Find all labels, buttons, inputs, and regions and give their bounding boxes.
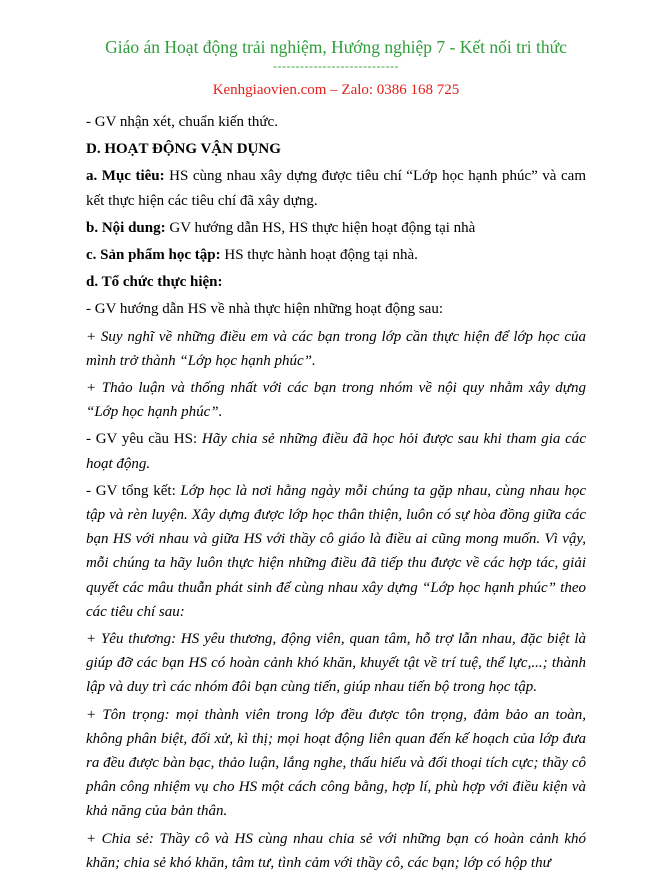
- yeu-cau-text: Hãy chia sẻ những điều đã học hỏi được sau khi tham gia các hoạt động.: [86, 431, 586, 472]
- paragraph-tong-ket: [86, 479, 586, 624]
- paragraph-chia-se: + Chia sẻ: Thầy cô và HS cùng nhau chia sẻ với những bạn có hoàn cảnh khó khăn; chia sẻ khó khăn, tâm tư, tình cảm với thầy cô, các bạn; lớp có hộp thư: [86, 830, 586, 871]
- page-header: [86, 0, 586, 100]
- paragraph-noi-dung: [86, 216, 586, 240]
- paragraph-suy-nghi: + Suy nghĩ về những điều em và các bạn trong lớp cần thực hiện để lớp học của mình trở thành “Lớp học hạnh phúc”.: [86, 328, 586, 369]
- tong-ket-text: Lớp học là nơi hằng ngày mỗi chúng ta gặp nhau, cùng nhau học tập và rèn luyện. Xây dựng được lớp học thân thiện, luôn có sự hòa đồng giữa các bạn HS với nhau và giữa HS với thầy cô giáo là điều ai cũng mong muốn. Vì vậy, mỗi chúng ta hãy luôn thực hiện những điều đã tiếp thu được về các hợp tác, giải quyết các mâu thuẫn phát sinh để cùng nhau xây dựng “Lớp học hạnh phúc” theo các tiêu chí sau:: [86, 482, 586, 620]
- noi-dung-text: GV hướng dẫn HS, HS thực hiện hoạt động tại nhà: [165, 219, 476, 236]
- document-body: [86, 110, 586, 875]
- muc-tieu-label: a. Mục tiêu:: [86, 168, 165, 185]
- muc-tieu-text: HS cùng nhau xây dựng được tiêu chí “Lớp học hạnh phúc” và cam kết thực hiện các tiêu chí đã xây dựng.: [86, 168, 586, 209]
- san-pham-text: HS thực hành hoạt động tại nhà.: [220, 247, 418, 264]
- paragraph-huong-dan: - GV hướng dẫn HS về nhà thực hiện những hoạt động sau:: [86, 301, 443, 318]
- header-contact: Kenhgiaovien.com – Zalo: 0386 168 725: [212, 82, 460, 98]
- section-heading: D. HOẠT ĐỘNG VẬN DỤNG: [86, 141, 281, 158]
- paragraph-ton-trong: + Tôn trọng: mọi thành viên trong lớp đều được tôn trọng, đảm bảo an toàn, không phân biệt, đối xử, kì thị; mọi hoạt động liên quan đến kế hoạch của lớp đưa ra đều được bàn bạc, thảo luận, lắng nghe, thấu hiểu và đối thoại tích cực; thầy cô phân công nhiệm vụ cho HS một cách công bằng, hợp lí, phù hợp với điều kiện và khả năng của bản thân.: [86, 706, 586, 820]
- noi-dung-label: b. Nội dung:: [86, 219, 166, 236]
- tong-ket-lead: - GV tổng kết:: [86, 482, 181, 499]
- paragraph-nhan-xet: - GV nhận xét, chuẩn kiến thức.: [86, 114, 278, 130]
- header-title: Giáo án Hoạt động trải nghiệm, Hướng nghiệp 7 - Kết nối tri thức: [105, 37, 567, 57]
- paragraph-muc-tieu: [86, 164, 586, 212]
- yeu-cau-lead: - GV yêu cầu HS:: [86, 431, 202, 448]
- paragraph-thao-luan: + Thảo luận và thống nhất với các bạn trong nhóm về nội quy nhằm xây dựng “Lớp học hạnh phúc”.: [86, 380, 586, 421]
- san-pham-label: c. Sản phẩm học tập:: [86, 247, 221, 264]
- paragraph-yeu-thuong: + Yêu thương: HS yêu thương, động viên, quan tâm, hỗ trợ lẫn nhau, đặc biệt là giúp đỡ các bạn HS có hoàn cảnh khó khăn, khuyết tật về trí tuệ, thể lực,...; thành lập và duy trì các nhóm đôi bạn cùng tiến, giúp nhau tiến bộ trong học tập.: [86, 631, 586, 696]
- paragraph-yeu-cau: [86, 427, 586, 475]
- to-chuc-label: d. Tổ chức thực hiện:: [86, 274, 223, 291]
- header-divider: ----------------------------: [273, 59, 399, 73]
- paragraph-san-pham: [86, 243, 586, 267]
